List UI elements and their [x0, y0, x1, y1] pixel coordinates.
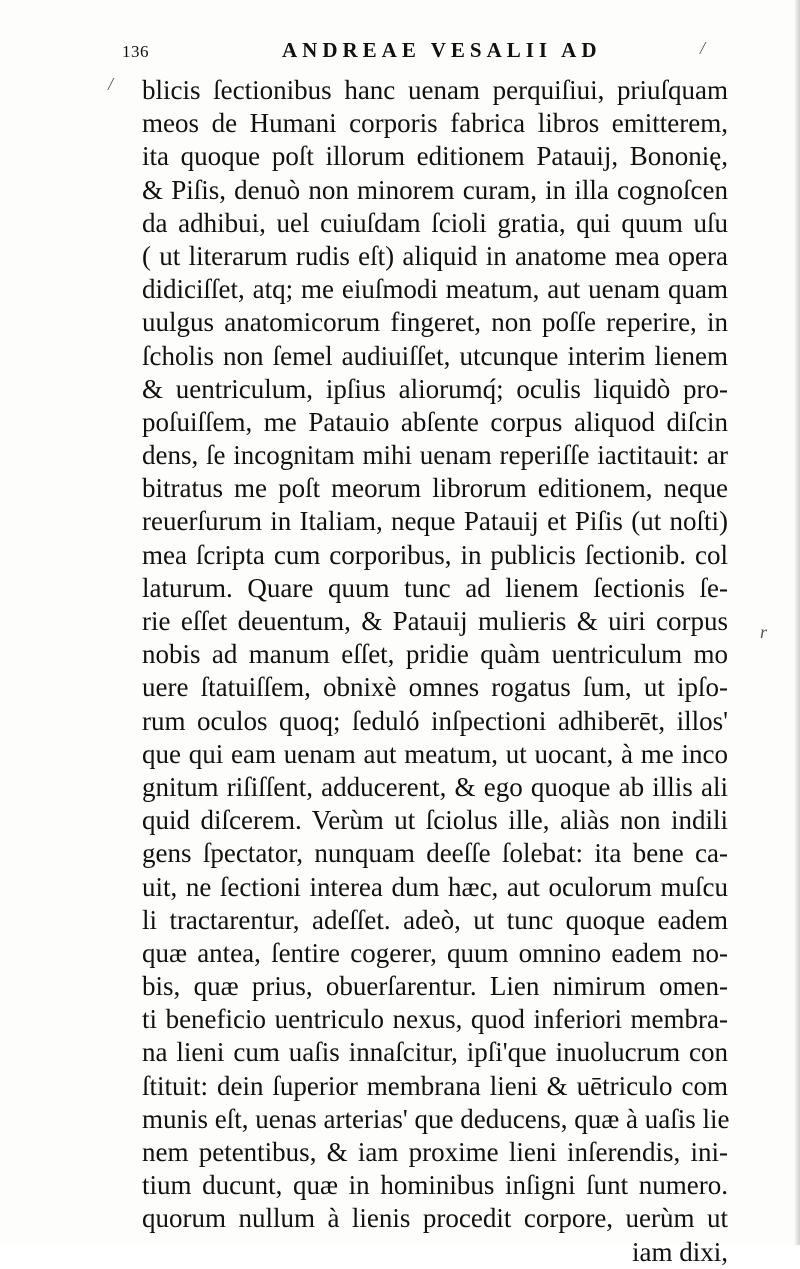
body-text	[142, 74, 728, 1269]
text-line: na lieni cum uaſis innaſcitur, ipſi'que inuolucrum con	[142, 1037, 728, 1068]
text-line: quæ antea, ſentire cogerer, quum omnino eadem no-	[142, 937, 728, 968]
text-line: rum oculos quoq; ſeduló inſpectioni adhiberēt, illos'	[142, 705, 728, 736]
text-line: & Piſis, denuò non minorem curam, in illa cognoſcen	[142, 174, 728, 205]
margin-stroke-left: /	[108, 74, 114, 94]
text-line: bitratus me poſt meorum librorum editionem, neque	[142, 473, 728, 504]
text-line: gnitum riſiſſent, adducerent, & ego quoque ab illis ali	[142, 771, 728, 802]
text-line: que qui eam uenam aut meatum, ut uocant, à me inco	[142, 738, 728, 769]
text-line: tium ducunt, quæ in hominibus inſigni ſunt numero.	[142, 1170, 728, 1201]
text-line: didiciſſet, atq; me eiuſmodi meatum, aut uenam quam	[142, 274, 728, 305]
text-line: dens, ſe incognitam mihi uenam reperiſſe iactitauit: ar	[142, 440, 728, 471]
text-line: meos de Humani corporis fabrica libros emitterem,	[142, 108, 728, 139]
text-line: da adhibui, uel cuiuſdam ſcioli gratia, qui quum uſu	[142, 207, 728, 238]
text-line: iam dixi,	[632, 1236, 728, 1267]
margin-stroke-right: /	[700, 38, 706, 58]
text-line: li tractarentur, adeſſet. adeò, ut tunc quoque eadem	[142, 904, 728, 935]
text-line: ti beneficio uentriculo nexus, quod inferiori membra-	[142, 1004, 728, 1035]
text-line: & uentriculum, ipſius aliorumq́; oculis liquidò pro-	[142, 373, 728, 404]
text-line: laturum. Quare quum tunc ad lienem ſectionis ſe-	[142, 572, 728, 603]
text-line: ſcholis non ſemel audiuiſſet, utcunque interim lienem	[142, 340, 728, 371]
running-title: ANDREAE VESALII AD	[282, 38, 602, 62]
text-line: uere ſtatuiſſem, obnixè omnes rogatus ſum, ut ipſo-	[142, 672, 728, 703]
running-head	[122, 38, 682, 64]
text-line: mea ſcripta cum corporibus, in publicis ſectionib. col	[142, 539, 728, 570]
text-line: quorum nullum à lienis procedit corpore, uerùm ut	[142, 1203, 728, 1234]
text-line: gens ſpectator, nunquam deeſſe ſolebat: ita bene ca-	[142, 838, 728, 869]
text-line: nem petentibus, & iam proxime lieni inſerendis, ini-	[142, 1137, 728, 1167]
text-line: munis eſt, uenas arterias' que deducens, quæ à uaſis lie	[142, 1103, 730, 1134]
text-line: blicis ſectionibus hanc uenam perquiſiui, priuſquam	[142, 75, 728, 105]
page-number: 136	[122, 42, 149, 61]
text-line: ita quoque poſt illorum editionem Patauij, Bononię,	[142, 141, 728, 172]
text-line: poſuiſſem, me Patauio abſente corpus aliquod diſcin	[142, 406, 728, 437]
text-line: rie eſſet deuentum, & Patauij mulieris & uiri corpus	[142, 606, 728, 636]
text-line: uit, ne ſectioni interea dum hæc, aut oculorum muſcu	[142, 871, 728, 902]
text-line: bis, quæ prius, obuerſarentur. Lien nimirum omen-	[142, 971, 728, 1002]
margin-stroke-right-mid: r	[760, 622, 768, 642]
text-line: uulgus anatomicorum fingeret, non poſſe reperire, in	[142, 307, 728, 338]
text-line: reuerſurum in Italiam, neque Patauij et Piſis (ut noſti)	[142, 506, 728, 537]
page-edge-shadow	[794, 0, 800, 1245]
text-line: nobis ad manum eſſet, pridie quàm uentriculum mo	[142, 639, 728, 670]
text-line: ( ut literarum rudis eſt) aliquid in anatome mea opera	[142, 240, 728, 271]
text-line: ſtituit: dein ſuperior membrana lieni & uētriculo com	[142, 1070, 728, 1101]
text-line: quid diſcerem. Verùm ut ſciolus ille, aliàs non indili	[142, 805, 728, 836]
